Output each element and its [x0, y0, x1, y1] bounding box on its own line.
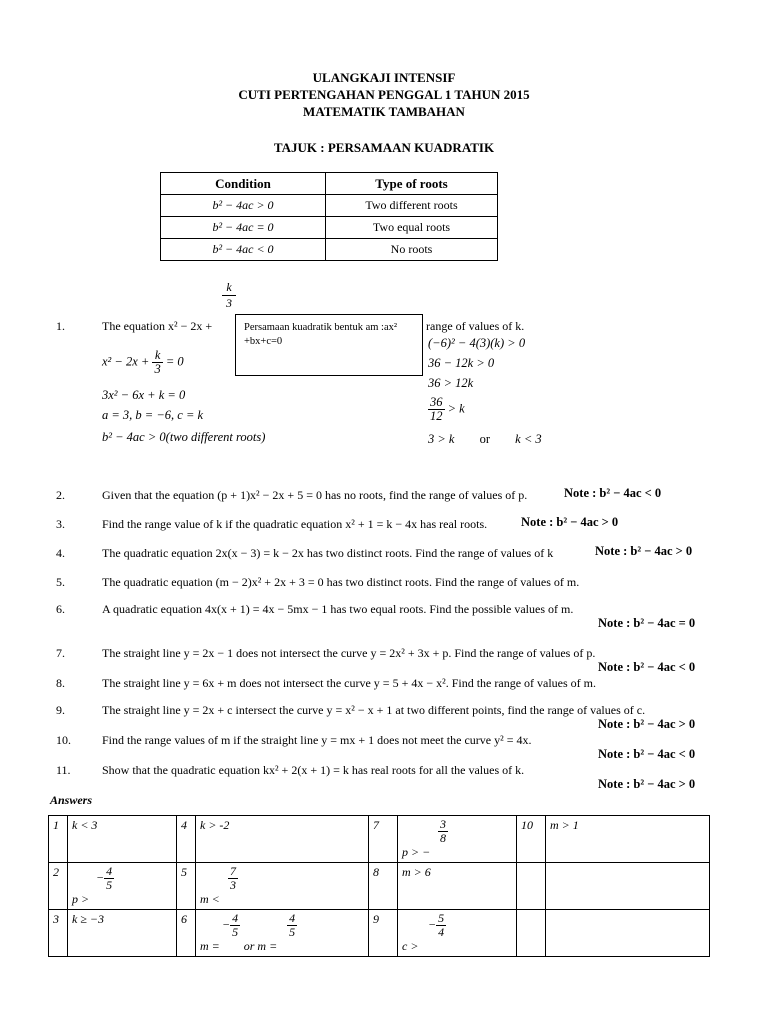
q1-step3: b² − 4ac > 0(two different roots): [102, 430, 266, 444]
ans-frac: [438, 818, 448, 845]
q1-fraction: [222, 280, 236, 311]
q3-note: Note : b² − 4ac > 0: [521, 515, 619, 529]
q10-note: Note : b² − 4ac < 0: [598, 747, 696, 761]
q10-text: Find the range values of m if the straight line y = mx + 1 does not meet the curve y² = 4x.: [102, 733, 532, 747]
q1-step0-end: = 0: [165, 354, 184, 369]
frac-num: 3: [440, 817, 446, 831]
ans-num: 9: [369, 910, 398, 957]
ans-num: 3: [49, 910, 68, 957]
q11-note: Note : b² − 4ac > 0: [598, 777, 696, 791]
q6-number: 6.: [56, 602, 65, 616]
q5-text: The quadratic equation (m − 2)x² + 2x + 3 = 0 has two distinct roots. Find the range of values of m.: [102, 575, 580, 589]
ans-value: k ≥ −3: [68, 910, 177, 957]
q11-text: Show that the quadratic equation kx² + 2(x + 1) = k has real roots for all the values of k.: [102, 763, 525, 777]
q9-text: The straight line y = 2x + c intersect the curve y = x² − x + 1 at two different points, find the range of values of c.: [102, 703, 646, 717]
topic-title: TAJUK : PERSAMAAN KUADRATIK: [273, 140, 495, 155]
q1-step0-text: x² − 2x +: [102, 354, 150, 369]
ans-num: 7: [369, 816, 398, 863]
ans-frac: [436, 912, 446, 939]
q1-right-frac: [428, 396, 445, 423]
frac-den: 8: [440, 831, 446, 845]
q5-number: 5.: [56, 575, 65, 589]
ans-frac: [228, 865, 238, 892]
q4-text: The quadratic equation 2x(x − 3) = k − 2x has two distinct roots. Find the range of values of k: [102, 546, 554, 560]
q4-note: Note : b² − 4ac > 0: [595, 544, 693, 558]
ans-value: [196, 863, 369, 910]
ans-sign: −: [96, 870, 105, 885]
header-line3: MATEMATIK TAMBAHAN: [303, 104, 465, 119]
q1-right-step4: [428, 396, 465, 423]
ans-value: [398, 816, 517, 863]
q1-text: The equation x² − 2x +: [102, 319, 213, 333]
ans-sign: −: [428, 917, 437, 932]
ans-num: 5: [177, 863, 196, 910]
table-row: [49, 816, 710, 863]
q7-text: The straight line y = 2x − 1 does not intersect the curve y = 2x² + 3x + p. Find the range of values of p.: [102, 646, 596, 660]
condition-table: [160, 172, 498, 261]
ans-num: 1: [49, 816, 68, 863]
ans-num: [517, 863, 546, 910]
ans-num: 2: [49, 863, 68, 910]
header-line1: ULANGKAJI INTENSIF: [312, 70, 456, 85]
q1-right-step2: 36 − 12k > 0: [428, 356, 495, 370]
q1-right-frac-end: > k: [447, 401, 465, 416]
q1-right-step3: 36 > 12k: [428, 376, 474, 390]
table-row: [49, 863, 710, 910]
cond-cell: b² − 4ac > 0: [161, 195, 326, 217]
table-row: [161, 239, 498, 261]
cond-cell: b² − 4ac < 0: [161, 239, 326, 261]
frac-den: 5: [232, 925, 239, 939]
frac-den: 3: [230, 878, 236, 892]
frac-num: 5: [438, 911, 445, 925]
table-row: [161, 217, 498, 239]
q1-right-last-a: 3 > k: [428, 432, 455, 446]
ans-value: [546, 863, 710, 910]
q6-text: A quadratic equation 4x(x + 1) = 4x − 5mx − 1 has two equal roots. Find the possible values of m.: [102, 602, 574, 616]
type-cell: No roots: [326, 239, 498, 261]
frac-num: 4: [232, 911, 239, 925]
ans-num: [517, 910, 546, 957]
q1-right-step1: (−6)² − 4(3)(k) > 0: [428, 336, 526, 350]
hint-text: Persamaan kuadratik bentuk am :ax² +bx+c=0: [244, 322, 398, 347]
q1-right-last-b: k < 3: [515, 432, 542, 446]
type-cell: Two different roots: [326, 195, 498, 217]
cond-cell: b² − 4ac = 0: [161, 217, 326, 239]
q3-text: Find the range value of k if the quadratic equation x² + 1 = k − 4x has real roots.: [102, 517, 488, 531]
ans-frac: [230, 912, 240, 939]
hint-box: [235, 314, 423, 376]
ans-prefix: m <: [200, 892, 220, 906]
table-row: [161, 195, 498, 217]
answers-table: [48, 815, 710, 957]
ans-value: m > 1: [546, 816, 710, 863]
q1-number: 1.: [56, 319, 65, 333]
col-header-condition: Condition: [161, 173, 326, 195]
col-header-type: Type of roots: [326, 173, 498, 195]
ans-num: 6: [177, 910, 196, 957]
q7-note: Note : b² − 4ac < 0: [598, 660, 696, 674]
ans-num: 8: [369, 863, 398, 910]
ans-value: [398, 910, 517, 957]
ans-value: k > -2: [196, 816, 369, 863]
ans-value: [68, 863, 177, 910]
table-header-row: [161, 173, 498, 195]
q1-step0: [102, 349, 184, 376]
ans-value: [546, 910, 710, 957]
ans-prefix: m =: [200, 939, 220, 953]
ans-prefix: c >: [402, 939, 419, 953]
ans-value: k < 3: [68, 816, 177, 863]
q1-step0-frac: [152, 349, 162, 376]
type-cell: Two equal roots: [326, 217, 498, 239]
frac-den: 4: [438, 925, 445, 939]
q1-right-or: or: [479, 432, 491, 446]
frac-num: 4: [106, 864, 113, 878]
table-row: [49, 910, 710, 957]
q9-note: Note : b² − 4ac > 0: [598, 717, 696, 731]
ans-value: [196, 910, 369, 957]
ans-sign: −: [222, 917, 231, 932]
ans-frac: [104, 865, 114, 892]
q7-number: 7.: [56, 646, 65, 660]
ans-frac-2: [287, 912, 297, 939]
q1-frac-den: 3: [226, 296, 232, 310]
ans-num: 4: [177, 816, 196, 863]
frac-num: 4: [289, 911, 296, 925]
q2-text: Given that the equation (p + 1)x² − 2x + 5 = 0 has no roots, find the range of values of p.: [102, 488, 528, 502]
ans-prefix: p >: [72, 892, 90, 906]
q2-note: Note : b² − 4ac < 0: [564, 486, 662, 500]
q1-step2: a = 3, b = −6, c = k: [102, 408, 204, 422]
header-line2: CUTI PERTENGAHAN PENGGAL 1 TAHUN 2015: [238, 87, 530, 102]
frac-den: 5: [289, 925, 296, 939]
ans-value: m > 6: [398, 863, 517, 910]
q1-step1: 3x² − 6x + k = 0: [102, 388, 186, 402]
q1-frac-num: k: [222, 280, 236, 296]
frac-num: k: [152, 349, 162, 363]
ans-num: 10: [517, 816, 546, 863]
ans-or: or m =: [243, 939, 278, 953]
q10-number: 10.: [56, 733, 71, 747]
q2-number: 2.: [56, 488, 65, 502]
q3-number: 3.: [56, 517, 65, 531]
q4-number: 4.: [56, 546, 65, 560]
answers-title: Answers: [50, 793, 93, 807]
q6-note: Note : b² − 4ac = 0: [598, 616, 696, 630]
ans-prefix: p > −: [402, 845, 431, 859]
q1-right-last: [428, 432, 542, 447]
frac-den: 3: [154, 362, 161, 376]
q11-number: 11.: [56, 763, 71, 777]
q8-number: 8.: [56, 676, 65, 690]
frac-den: 12: [430, 409, 443, 423]
q8-text: The straight line y = 6x + m does not intersect the curve y = 5 + 4x − x². Find the range of values of m.: [102, 676, 596, 690]
frac-den: 5: [106, 878, 113, 892]
q9-number: 9.: [56, 703, 65, 717]
frac-num: 7: [230, 864, 236, 878]
frac-num: 36: [430, 395, 443, 409]
q1-text-end: range of values of k.: [426, 319, 525, 333]
